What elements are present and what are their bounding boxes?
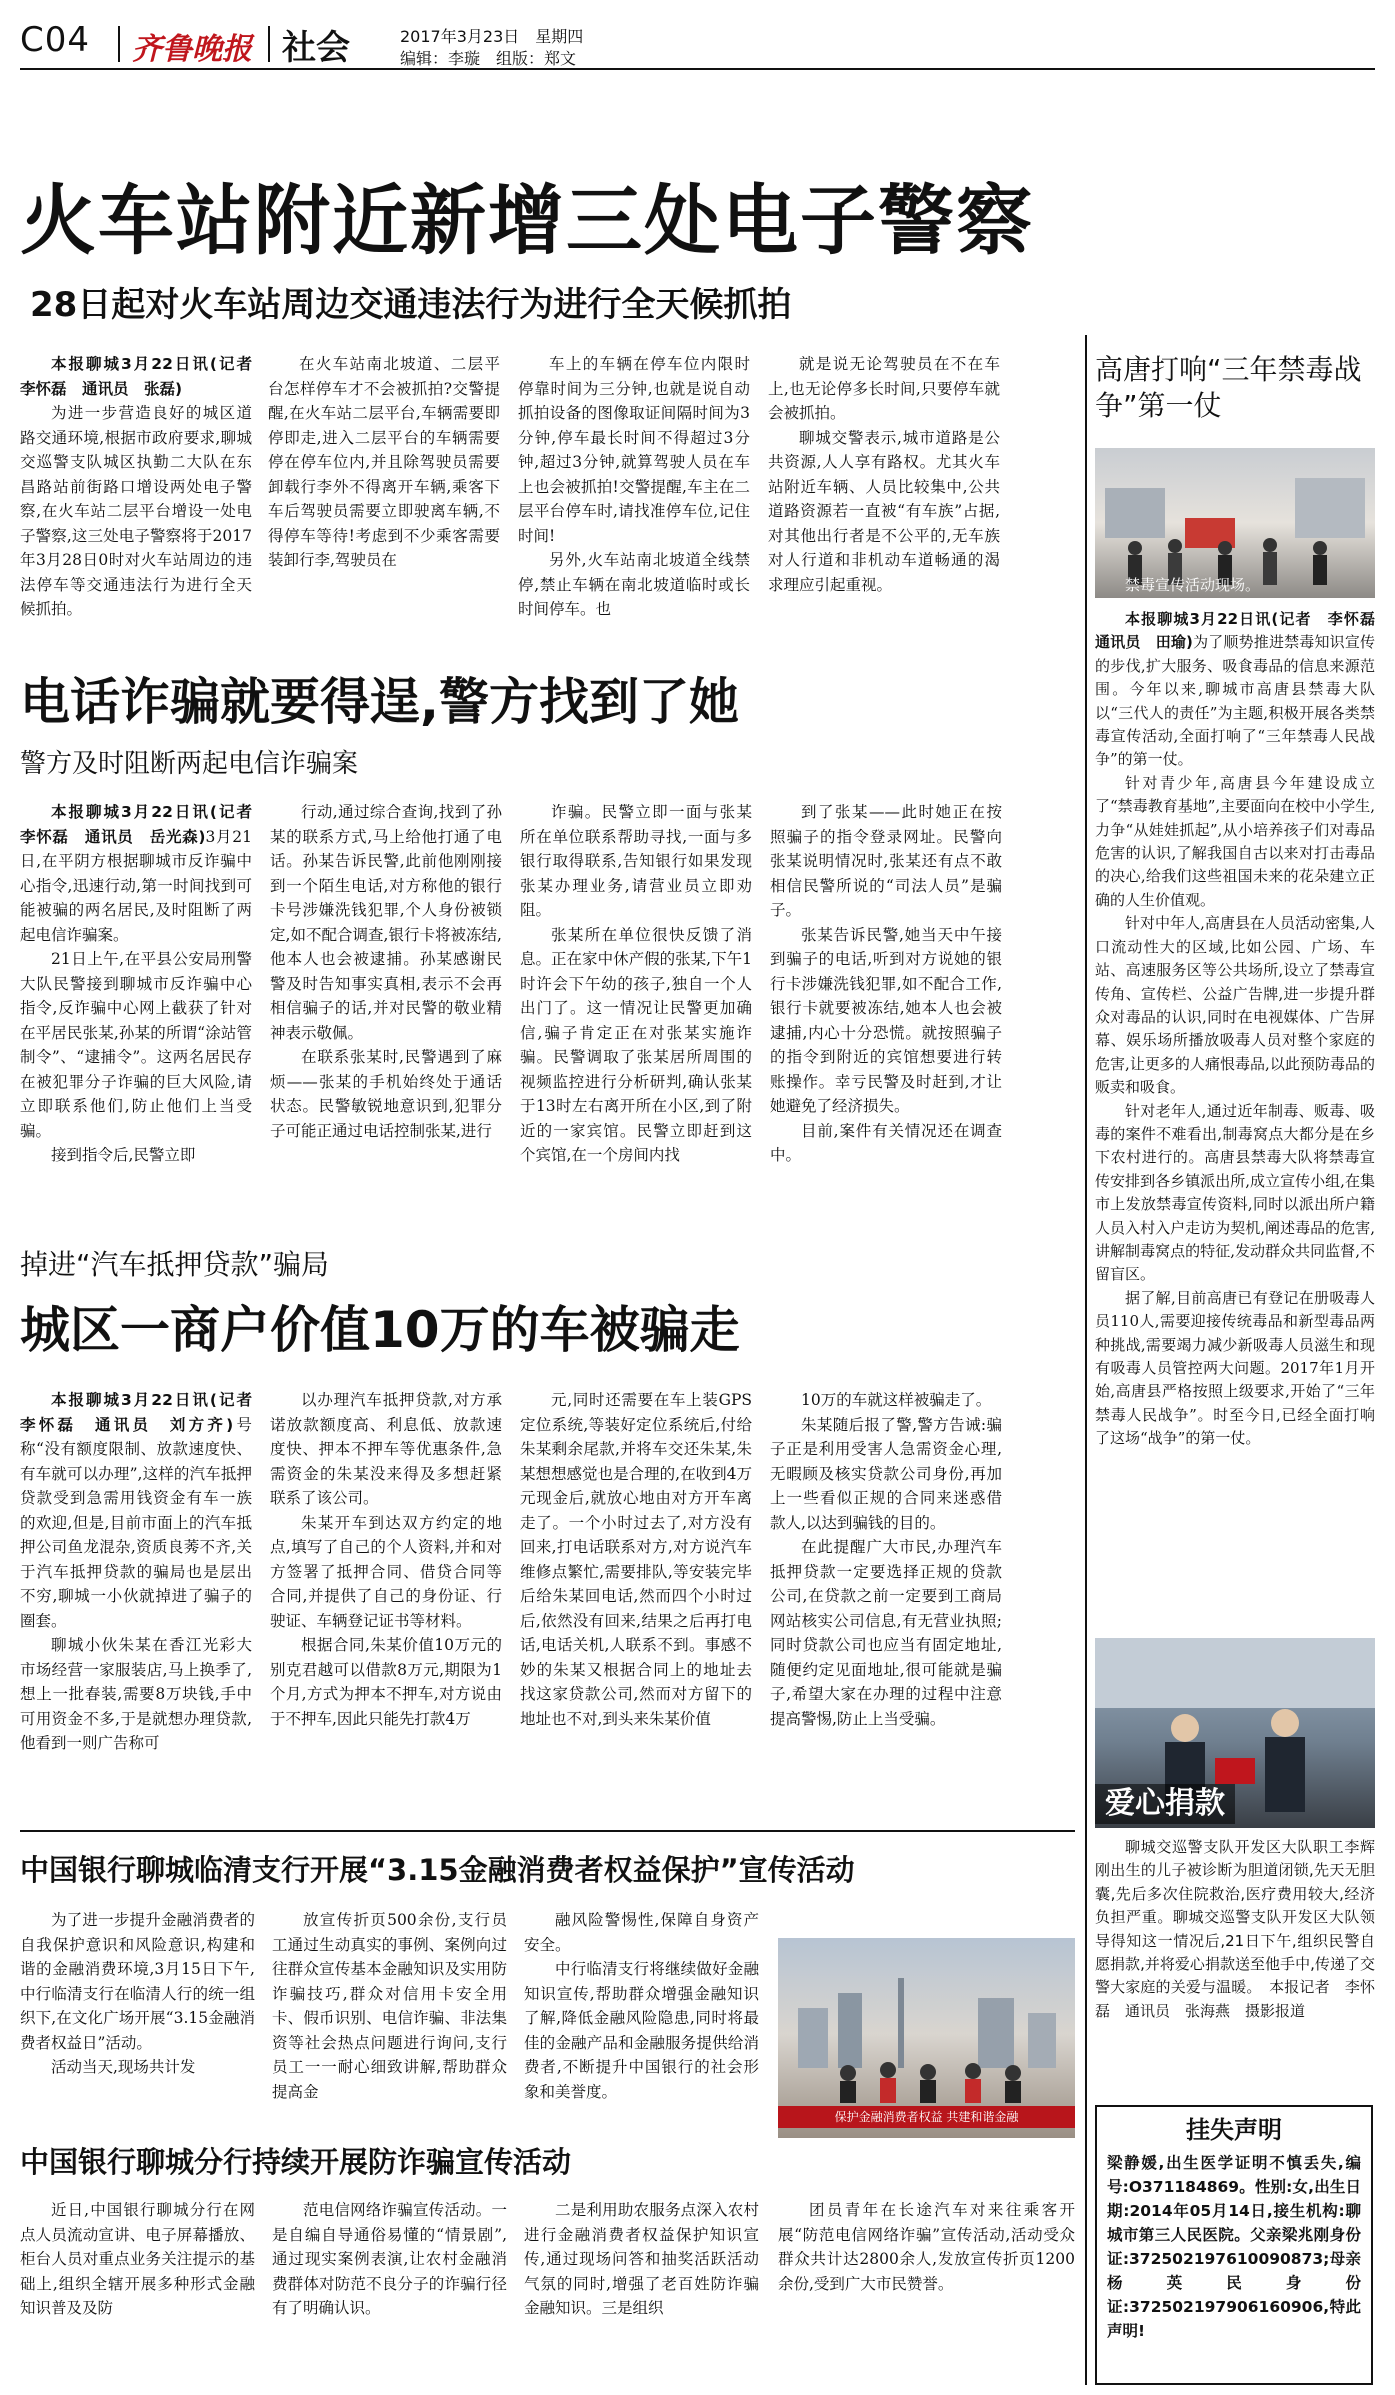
editors-credit: 编辑：李璇 组版：郑文 — [400, 49, 577, 68]
story1-text: 为进一步营造良好的城区道路交通环境,根据市政府要求,聊城交巡警支队城区执勤二大队在东昌路站前街路口增设两处电子警察,在火车站二层平台增设一处电子警察,这三处电子警察将于2017年3月28日0时对火车站周边的违法停车等交通违法行为进行全天候抓拍。 — [20, 404, 252, 618]
story1-text: 就是说无论驾驶员在不在车上,也无论停多长时间,只要停车就会被抓拍。 — [768, 355, 1000, 422]
drug-text: 据了解,目前高唐已有登记在册吸毒人员110人,需要迎接传统毒品和新型毒品两种挑战,需要竭力减少新吸毒人员滋生和现有吸毒人员管控两大问题。2017年1月开始,高唐县严格按照上级要求,开始了“三年禁毒人民战争”。时至今日,已经全面打响了这场“战争”的第一仗。 — [1095, 1288, 1375, 1448]
story3-column-1 — [20, 1388, 268, 1808]
story5-text: 团员青年在长途汽车对来往乘客开展“防范电信网络诈骗”宣传活动,活动受众群众共计达2800余人,发放宣传折页1200余份,受到广大市民赞誉。 — [778, 2201, 1075, 2293]
lost-notice-box — [1095, 2105, 1373, 2385]
story1-text: 另外,火车站南北坡道全线禁停,禁止车辆在南北坡道临时或长时间停车。也 — [518, 551, 750, 618]
issue-date: 2017年3月23日 星期四 — [400, 27, 584, 46]
story1-subhead: 28日起对火车站周边交通违法行为进行全天候抓拍 — [30, 285, 792, 325]
story3-text: 号称“没有额度限制、放款速度快、有车就可以办理”,这样的汽车抵押贷款受到急需用钱资金有车一族的欢迎,但是,目前市面上的汽车抵押公司鱼龙混杂,资质良莠不齐,关于汽车抵押贷款的骗局也是层出不穷,聊城一小伙就掉进了骗子的圈套。 — [20, 1415, 252, 1630]
drug-text: 针对老年人,通过近年制毒、贩毒、吸毒的案件不难看出,制毒窝点大都分是在乡下农村进行的。高唐县禁毒大队将禁毒宣传安排到各乡镇派出所,成立宣传小组,在集市上发放禁毒宣传资料,同时以派出所户籍人员入村入户走访为契机,阐述毒品的危害,讲解制毒窝点的特征,发动群众共同监督,不留盲区。 — [1095, 1101, 1375, 1284]
header-divider — [118, 26, 120, 62]
story4-text: 活动当天,现场共计发 — [51, 2058, 196, 2076]
story1-byline: 本报聊城3月22日讯(记者 李怀磊 通讯员 张磊) — [20, 355, 268, 398]
drug-text: 针对青少年,高唐县今年建设成立了“禁毒教育基地”,主要面向在校中小学生,力争“从娃娃抓起”,从小培养孩子们对毒品危害的认识,了解我国自古以来对打击毒品的决心,给我们这些祖国未来的花朵建立正确的人生价值观。 — [1095, 773, 1375, 909]
story3-byline: 本报聊城3月22日讯(记者 李怀磊 通讯员 刘方齐) — [20, 1391, 268, 1434]
story1-column-3 — [518, 352, 750, 652]
story1-column-4 — [768, 352, 1000, 652]
drug-byline: 本报聊城3月22日讯(记者 李怀磊 通讯员 田瑜) — [1095, 610, 1391, 652]
story4-column-1 — [20, 1908, 255, 2123]
story5-text: 近日,中国银行聊城分行在网点人员流动宣讲、电子屏幕播放、柜台人员对重点业务关注提示的基础上,组织全辖开展多种形式金融知识普及及防 — [20, 2201, 255, 2317]
story2-text: 诈骗。民警立即一面与张某所在单位联系帮助寻找,一面与多银行取得联系,告知银行如果发现张某办理业务,请营业员立即劝阻。 — [520, 803, 752, 919]
drug-headline: 高唐打响“三年禁毒战争”第一仗 — [1095, 353, 1362, 422]
donation-photo — [1095, 1638, 1375, 1828]
story5-column-2 — [272, 2198, 507, 2378]
story3-kicker: 掉进“汽车抵押贷款”骗局 — [20, 1248, 330, 1281]
drug-text: 为了顺势推进禁毒知识宣传的步伐,扩大服务、吸食毒品的信息来源范围。今年以来,聊城市高唐县禁毒大队以“三代人的责任”为主题,积极开展各类禁毒宣传活动,全面打响了“三年禁毒人民战争”的第一仗。 — [1095, 633, 1375, 769]
story3-column-4 — [770, 1388, 1002, 1808]
donation-article — [1095, 1836, 1375, 2086]
story2-text: 21日上午,在平县公安局刑警大队民警接到聊城市反诈骗中心指令,反诈骗中心网上截获了针对在平居民张某,孙某的所谓“涂站管制令”、“逮捕令”。这两名居民存在被犯罪分子诈骗的巨大风险,请立即联系他们,防止他们上当受骗。 — [20, 950, 252, 1140]
drug-campaign-photo — [1095, 448, 1375, 598]
story5-headline: 中国银行聊城分行持续开展防诈骗宣传活动 — [20, 2145, 572, 2179]
story4-headline: 中国银行聊城临清支行开展“3.15金融消费者权益保护”宣传活动 — [20, 1853, 855, 1887]
story4-text: 中行临清支行将继续做好金融知识宣传,帮助群众增强金融知识了解,降低金融风险隐患,同时将最佳的金融产品和金融服务提供给消费者,不断提升中国银行的社会形象和美誉度。 — [524, 1960, 759, 2101]
story1-text: 车上的车辆在停车位内限时停靠时间为三分钟,也就是说自动抓拍设备的图像取证间隔时间为3分钟,停车最长时间不得超过3分钟,超过3分钟,就算驾驶人员在车上也会被抓拍!交警提醒,车主在二层平台停车时,请找准停车位,记住时间! — [518, 355, 750, 545]
story2-text: 张某所在单位很快反馈了消息。正在家中休产假的张某,下午1时许会下午幼的孩子,独自一个人出门了。这一情况让民警更加确信,骗子肯定正在对张某实施诈骗。民警调取了张某居所周围的视频监控进行分析研判,确认张某于13时左右离开所在小区,到了附近的一家宾馆。民警立即赶到这个宾馆,在一个房间内找 — [520, 925, 752, 1164]
story5-column-1 — [20, 2198, 255, 2378]
story5-column-4 — [778, 2198, 1075, 2378]
story2-column-2 — [270, 800, 502, 1200]
story2-column-3 — [520, 800, 752, 1200]
story3-column-2 — [270, 1388, 502, 1808]
donation-text: 聊城交巡警支队开发区大队职工李辉刚出生的儿子被诊断为胆道闭锁,先天无胆囊,先后多次住院救治,医疗费用较大,经济负担严重。聊城交巡警支队开发区大队领导得知这一情况后,21日下午,组织民警自愿捐款,并将爱心捐款送至他手中,传递了交警大家庭的关爱与温暖。 本报记者 李怀磊 通讯员 张海燕 摄影报道 — [1095, 1838, 1375, 2020]
page-header — [20, 18, 1375, 70]
drug-text: 针对中年人,高唐县在人员活动密集,人口流动性大的区域,比如公园、广场、车站、高速服务区等公共场所,设立了禁毒宣传角、宣传栏、公益广告牌,进一步提升群众对毒品的认识,同时在电视媒体、广告屏幕、娱乐场所播放吸毒人员对整个家庭的危害,让更多的人痛恨毒品,以此预防毒品的贩卖和吸食。 — [1095, 914, 1375, 1097]
header-divider — [268, 26, 270, 62]
story3-text: 朱某开车到达双方约定的地点,填写了自己的个人资料,并和对方签署了抵押合同、借贷合同等合同,并提供了自己的身份证、行驶证、车辆登记证书等材料。 — [270, 1513, 502, 1630]
story1-headline: 火车站附近新增三处电子警察 — [20, 176, 1034, 265]
story2-subhead: 警方及时阻断两起电信诈骗案 — [20, 749, 359, 779]
story3-text: 根据合同,朱某价值10万元的别克君越可以借款8万元,期限为1个月,方式为押本不押车,对方说由于不押车,因此只能先打款4万 — [270, 1636, 502, 1728]
story2-text: 到了张某——此时她正在按照骗子的指令登录网址。民警向张某说明情况时,张某还有点不敢相信民警所说的“司法人员”是骗子。 — [770, 803, 1002, 919]
bank-event-photo — [778, 1938, 1075, 2138]
story3-text: 在此提醒广大市民,办理汽车抵押贷款一定要选择正规的贷款公司,在贷款之前一定要到工商局网站核实公司信息,有无营业执照;同时贷款公司也应当有固定地址,随便约定见面地址,很可能就是骗子,希望大家在办理的过程中注意提高警惕,防止上当受骗。 — [770, 1538, 1002, 1728]
newspaper-logo: 齐鲁晚报 — [132, 32, 252, 67]
story4-column-2 — [272, 1908, 507, 2123]
section-rule — [20, 1830, 1075, 1832]
photo-banner: 保护金融消费者权益 共建和谐金融 — [778, 2106, 1075, 2128]
story5-text: 范电信网络诈骗宣传活动。一是自编自导通俗易懂的“情景剧”,通过现实案例表演,让农村金融消费群体对防范不良分子的诈骗行径有了明确认识。 — [272, 2201, 507, 2317]
story2-text: 张某告诉民警,她当天中午接到骗子的电话,听到对方说她的银行卡涉嫌洗钱犯罪,如不配合工作,银行卡就要被冻结,她本人也会被逮捕,内心十分恐慌。就按照骗子的指令到附近的宾馆想要进行转账操作。幸亏民警及时赶到,才让她避免了经济损失。 — [770, 925, 1002, 1115]
story3-text: 10万的车就这样被骗走了。 — [801, 1391, 992, 1409]
story3-text: 聊城小伙朱某在香江光彩大市场经营一家服装店,马上换季了,想上一批春装,需要8万块钱,手中可用资金不多,于是就想办理贷款,他看到一则广告称可 — [20, 1636, 252, 1752]
story2-headline: 电话诈骗就要得逞,警方找到了她 — [20, 673, 739, 731]
story2-column-4 — [770, 800, 1002, 1200]
story3-headline: 城区一商户价值10万的车被骗走 — [20, 1301, 740, 1359]
story3-text: 以办理汽车抵押贷款,对方承诺放款额度高、利息低、放款速度快、押本不押车等优惠条件,急需资金的朱某没来得及多想赶紧联系了该公司。 — [270, 1391, 502, 1507]
story2-text: 3月21日,在平阴方根据聊城市反诈骗中心指令,迅速行动,第一时间找到可能被骗的两名居民,及时阻断了两起电信诈骗案。 — [20, 827, 252, 944]
story1-text: 聊城交警表示,城市道路是公共资源,人人享有路权。尤其火车站附近车辆、人员比较集中,公共道路资源若一直被“有车族”占据,对其他出行者是不公平的,无车族对人行道和非机动车道畅通的渴求理应引起重视。 — [768, 428, 1000, 594]
story3-text: 朱某随后报了警,警方告诫:骗子正是利用受害人急需资金心理,无暇顾及核实贷款公司身份,再加上一些看似正规的合同来迷惑借款人,以达到骗钱的目的。 — [770, 1415, 1002, 1532]
section-name: 社会 — [282, 28, 350, 68]
story2-byline: 本报聊城3月22日讯(记者 李怀磊 通讯员 岳光森) — [20, 803, 268, 846]
drug-article — [1095, 608, 1391, 1598]
story5-column-3 — [524, 2198, 759, 2378]
story4-column-3 — [524, 1908, 759, 2123]
sidebar-divider — [1085, 335, 1087, 2385]
story3-column-3 — [520, 1388, 752, 1808]
donation-label: 爱心捐款 — [1095, 1784, 1235, 1824]
story2-text: 在联系张某时,民警遇到了麻烦——张某的手机始终处于通话状态。民警敏锐地意识到,犯罪分子可能正通过电话控制张某,进行 — [270, 1048, 502, 1140]
story1-text: 在火车站南北坡道、二层平台怎样停车才不会被抓拍?交警提醒,在火车站二层平台,车辆需要即停即走,进入二层平台的车辆需要停在停车位内,并且除驾驶员需要卸载行李外不得离开车辆,乘客下车后驾驶员需要立即驶离车辆,不得停车等待!考虑到不少乘客需要装卸行李,驾驶员在 — [268, 355, 500, 569]
story2-column-1 — [20, 800, 268, 1200]
story4-text: 融风险警惕性,保障自身资产安全。 — [524, 1911, 759, 1954]
story2-text: 接到指令后,民警立即 — [51, 1146, 196, 1164]
story3-text: 元,同时还需要在车上装GPS定位系统,等装好定位系统后,付给朱某剩余尾款,并将车交还朱某,朱某想想感觉也是合理的,在收到4万元现金后,就放心地由对方开车离走了。一个小时过去了,对方没有回来,打电话联系对方,对方说汽车维修点繁忙,需要排队,等安装完毕后给朱某回电话,然而四个小时过后,依然没有回来,结果之后再打电话,电话关机,人联系不到。事感不妙的朱某又根据合同上的地址去找这家贷款公司,然而对方留下的地址也不对,到头来朱某价值 — [520, 1391, 752, 1728]
story4-text: 放宣传折页500余份,支行员工通过生动真实的事例、案例向过往群众宣传基本金融知识及实用防诈骗技巧,群众对信用卡安全用卡、假币识别、电信诈骗、非法集资等社会热点问题进行询问,支行员工一一耐心细致讲解,帮助群众提高金 — [272, 1911, 507, 2101]
story2-text: 目前,案件有关情况还在调查中。 — [770, 1121, 1002, 1164]
story4-text: 为了进一步提升金融消费者的自我保护意识和风险意识,构建和谐的金融消费环境,3月15日下午,中行临清支行在临清人行的统一组织下,在文化广场开展“3.15金融消费者权益日”活动。 — [20, 1911, 255, 2052]
story1-column-2 — [268, 352, 500, 652]
notice-text: 梁静媛,出生医学证明不慎丢失,编号:O371184869。性别:女,出生日期:2014年05月14日,接生机构:聊城市第三人民医院。父亲梁兆刚身份证:372502197610090873;母亲杨英民身份证:372502197906160906,特此声明! — [1107, 2154, 1361, 2340]
notice-title: 挂失声明 — [1186, 2116, 1282, 2144]
story1-column-1 — [20, 352, 268, 652]
story5-text: 二是利用助农服务点深入农村进行金融消费者权益保护知识宣传,通过现场问答和抽奖活跃活动气氛的同时,增强了老百姓防诈骗金融知识。三是组织 — [524, 2201, 759, 2317]
page-number: C04 — [20, 20, 91, 60]
story2-text: 行动,通过综合查询,找到了孙某的联系方式,马上给他打通了电话。孙某告诉民警,此前他刚刚接到一个陌生电话,对方称他的银行卡号涉嫌洗钱犯罪,个人身份被锁定,如不配合调查,银行卡将被冻结,他本人也会被逮捕。孙某感谢民警及时告知事实真相,表示不会再相信骗子的话,并对民警的敬业精神表示敬佩。 — [270, 803, 502, 1042]
drug-photo-caption: 禁毒宣传活动现场。 — [1125, 576, 1261, 594]
